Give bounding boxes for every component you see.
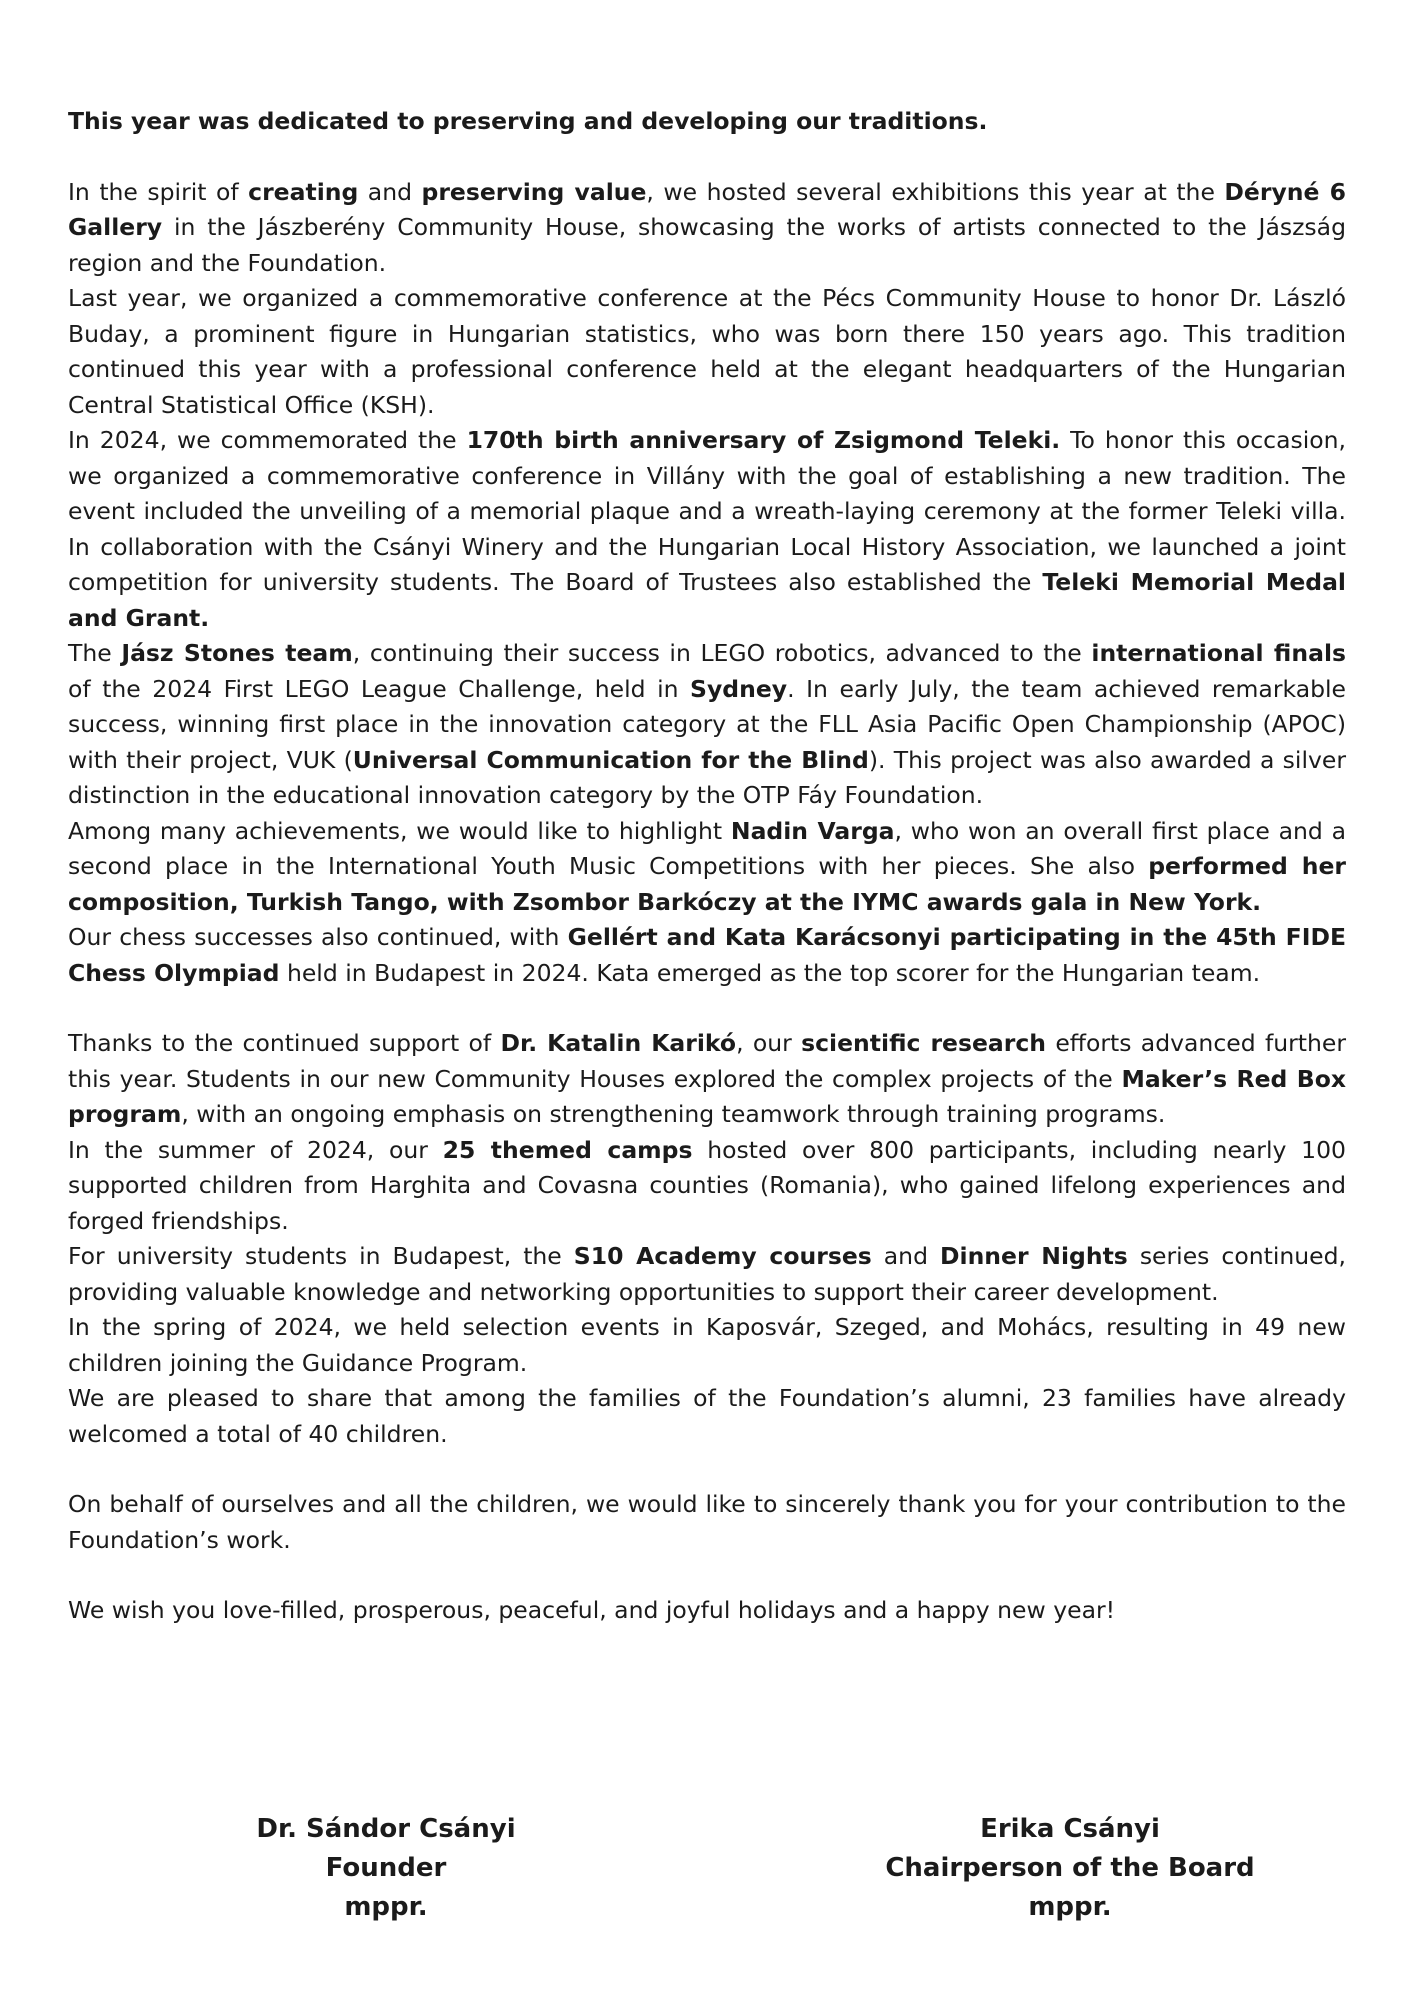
- text-run: , we hosted several exhibitions this year at the: [646, 177, 1225, 206]
- signer-note: mppr.: [1028, 1892, 1112, 1922]
- signer-name: Erika Csányi: [980, 1814, 1160, 1844]
- text-run: , with an ongoing emphasis on strengthening teamwork through training programs.: [181, 1100, 1166, 1128]
- text-run: , our: [736, 1029, 802, 1057]
- text-run: In the spirit of: [68, 177, 249, 206]
- signer-note: mppr.: [344, 1892, 428, 1922]
- body-paragraph: [68, 814, 1346, 921]
- bold-run: Dinner Nights: [940, 1242, 1128, 1270]
- text-run: To honor this occasion, we organized a commemorative conference in Villány with the goal of establishing a new tradition. The event included the unveiling of a memorial plaque and a wreath-laying ceremony at the former Teleki villa. In collaboration with the Csányi Winery and the Hungarian Local History Association, we launched a joint competition for university students. The Board of Trustees also established the: [68, 426, 1347, 596]
- text-run: In the spring of 2024, we held selection events in Kaposvár, Szeged, and Mohács, resulting in 49 new children joining the Guidance Program.: [68, 1313, 1346, 1377]
- bold-run: Jász Stones team: [121, 639, 353, 667]
- paragraph-gap: [68, 140, 1346, 175]
- paragraph-gap: [68, 1558, 1346, 1593]
- text-run: and: [871, 1242, 941, 1270]
- text-run: We wish you love-filled, prosperous, peaceful, and joyful holidays and a happy new year!: [68, 1596, 1116, 1624]
- signature-block: [0, 1810, 1414, 1950]
- text-run: Thanks to the continued support of: [68, 1029, 501, 1057]
- text-run: Last year, we organized a commemorative conference at the Pécs Community House to honor Dr. László Buday, a prominent figure in Hungarian statistics, who was born there 150 years ago. This tradition continued this year with a professional conference held at the elegant headquarters of the Hungarian Central Statistical Office (KSH).: [68, 284, 1346, 419]
- body-paragraph: [68, 1593, 1346, 1629]
- paragraph-gap: [68, 991, 1346, 1026]
- bold-run: Nadin Varga: [730, 816, 895, 845]
- bold-run: 25 themed camps: [442, 1135, 693, 1164]
- body-paragraph: [68, 423, 1346, 636]
- text-run: series continued, providing valuable knowledge and networking opportunities to support their career development.: [68, 1242, 1347, 1306]
- body-paragraph: [68, 1133, 1346, 1240]
- bold-run: Dr. Katalin Karikó: [500, 1029, 737, 1057]
- text-run: Our chess successes also continued, with: [68, 923, 568, 951]
- bold-run: scientific research: [801, 1029, 1047, 1057]
- bold-run: 170th birth anniversary of Zsigmond Teleki.: [466, 426, 1061, 454]
- body-paragraph: [68, 1381, 1346, 1452]
- body-paragraph: [68, 1239, 1346, 1310]
- signature-chairperson: [820, 1810, 1320, 1927]
- bold-run: international finals: [1091, 639, 1346, 667]
- bold-run: preserving value: [421, 177, 647, 206]
- body-paragraph: [68, 1026, 1346, 1133]
- text-run: The: [68, 639, 122, 667]
- paragraph-list: [68, 175, 1346, 1629]
- text-run: , who won an overall first place and a second place in the International Youth Music Competitions with her pieces. She also: [68, 816, 1347, 880]
- text-run: held in Budapest in 2024. Kata emerged as the top scorer for the Hungarian team.: [279, 958, 1261, 987]
- letter-heading: This year was dedicated to preserving and developing our traditions.: [68, 107, 988, 135]
- bold-run: Sydney: [690, 674, 788, 703]
- body-paragraph: [68, 920, 1346, 991]
- text-run: and: [358, 177, 422, 206]
- bold-run: S10 Academy courses: [573, 1242, 872, 1270]
- text-run: in the Jászberény Community House, showcasing the works of artists connected to the Jászság region and the Foundation.: [68, 213, 1346, 277]
- letter-body: [68, 104, 1346, 1629]
- text-run: . In early July, the team achieved remarkable success, winning first place in the innovation category at the FLL Asia Pacific Open Championship (APOC) with their project, VUK (: [68, 674, 1346, 774]
- bold-run: Teleki Memorial Medal and Grant.: [68, 568, 1346, 632]
- text-run: hosted over 800 participants, including nearly 100 supported children from Harghita and Covasna counties (Romania), who gained lifelong experiences and forged friendships.: [68, 1135, 1346, 1235]
- bold-run: Gellért and Kata Karácsonyi participating in the 45th FIDE Chess Olympiad: [68, 923, 1347, 987]
- text-run: of the 2024 First LEGO League Challenge, held in: [68, 674, 691, 703]
- paragraph-gap: [68, 1452, 1346, 1487]
- body-paragraph: [68, 1310, 1346, 1381]
- text-run: , continuing their success in LEGO robotics, advanced to the: [352, 639, 1092, 667]
- signature-founder: [136, 1810, 636, 1927]
- text-run: Among many achievements, we would like to highlight: [68, 816, 731, 845]
- signer-title: Founder: [325, 1853, 447, 1883]
- text-run: In 2024, we commemorated the: [68, 426, 467, 454]
- text-run: For university students in Budapest, the: [68, 1242, 574, 1270]
- body-paragraph: [68, 175, 1346, 282]
- bold-run: Déryné 6 Gallery: [68, 177, 1346, 241]
- bold-run: creating: [248, 177, 359, 206]
- bold-run: Maker’s Red Box program: [68, 1064, 1346, 1128]
- signer-title: Chairperson of the Board: [885, 1853, 1255, 1883]
- body-paragraph: [68, 636, 1346, 814]
- text-run: ). This project was also awarded a silver distinction in the educational innovation category by the OTP Fáy Foundation.: [68, 745, 1346, 809]
- body-paragraph: [68, 1487, 1346, 1558]
- text-run: On behalf of ourselves and all the children, we would like to sincerely thank you for your contribution to the Foundation’s work.: [68, 1490, 1346, 1554]
- text-run: efforts advanced further this year. Students in our new Community Houses explored the complex projects of the: [68, 1029, 1347, 1093]
- signer-name: Dr. Sándor Csányi: [256, 1814, 516, 1844]
- text-run: We are pleased to share that among the families of the Foundation’s alumni, 23 families have already welcomed a total of 40 children.: [68, 1384, 1346, 1448]
- bold-run: Universal Communication for the Blind: [352, 745, 869, 774]
- bold-run: performed her composition, Turkish Tango, with Zsombor Barkóczy at the IYMC awards gala in New York.: [68, 852, 1346, 916]
- body-paragraph: [68, 281, 1346, 423]
- text-run: In the summer of 2024, our: [68, 1135, 443, 1164]
